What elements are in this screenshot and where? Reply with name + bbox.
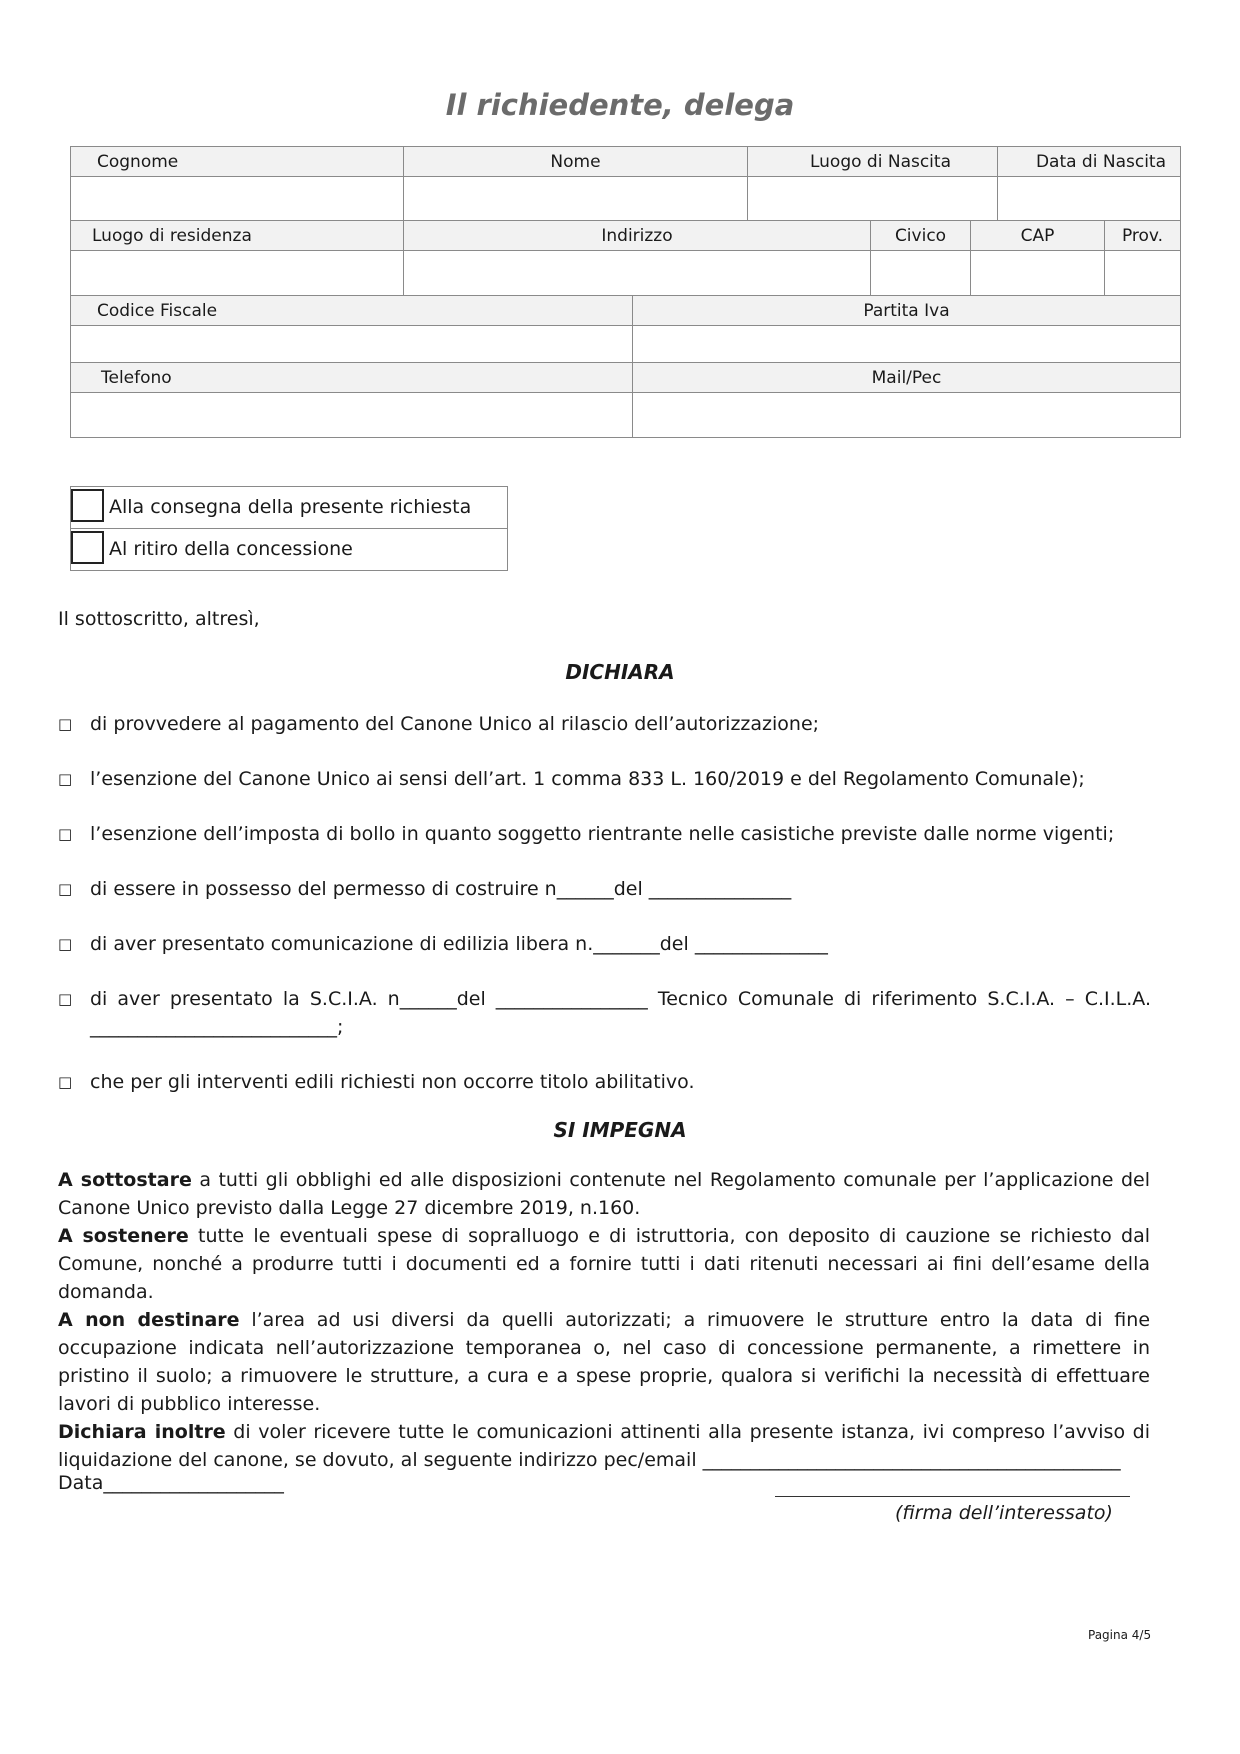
impegna-paragraph [58,1222,1150,1306]
impegna-text: tutte le eventuali spese di sopralluogo e di istruttoria, con deposito di cauzione se richiesto dal Comune, nonché a produrre tutti i documenti ed a fornire tutti i dati ritenuti necessari ai fini dell’esame della domanda. [58,1225,1150,1303]
field-luogo-residenza[interactable] [71,251,404,296]
applicant-table-personal [70,146,1181,222]
impegna-bold-lead: Dichiara inoltre [58,1421,226,1443]
label-telefono: Telefono [71,363,633,393]
option-consegna-label: Alla consegna della presente richiesta [109,496,472,518]
dichiara-item [58,930,1151,958]
delegation-options [70,486,508,571]
page-title: Il richiedente, delega [445,88,795,122]
checkbox-icon[interactable]: □ [58,880,73,898]
dichiara-item-text: di aver presentato la S.C.I.A. n______del ________________ Tecnico Comunale di riferimento S.C.I.A. – C.I.L.A. [90,988,1151,1010]
dichiara-item-text: l’esenzione dell’imposta di bollo in quanto soggetto rientrante nelle casistiche previste dalle norme vigenti; [90,823,1115,845]
label-cognome: Cognome [71,147,404,177]
signature-caption: (firma dell’interessato) [895,1502,1113,1524]
checkbox-icon[interactable]: □ [58,1073,73,1091]
field-partita-iva[interactable] [633,326,1181,363]
intro-text: Il sottoscritto, altresì, [58,608,260,630]
impegna-paragraph [58,1418,1150,1474]
label-codice-fiscale: Codice Fiscale [71,296,633,326]
field-civico[interactable] [871,251,971,296]
label-nome: Nome [404,147,748,177]
dichiara-item [58,875,1151,903]
field-telefono[interactable] [71,393,633,438]
label-partita-iva: Partita Iva [633,296,1181,326]
checkbox-icon[interactable]: □ [58,990,73,1008]
impegna-text: a tutti gli obblighi ed alle disposizioni contenute nel Regolamento comunale per l’applicazione del Canone Unico previsto dalla Legge 27 dicembre 2019, n.160. [58,1169,1150,1219]
field-cap[interactable] [971,251,1105,296]
page-number: Pagina 4/5 [1088,1628,1152,1642]
dichiara-item-text: l’esenzione del Canone Unico ai sensi dell’art. 1 comma 833 L. 160/2019 e del Regolamento Comunale); [90,768,1085,790]
label-data-nascita: Data di Nascita [998,147,1181,177]
impegna-bold-lead: A sostenere [58,1225,189,1247]
field-nome[interactable] [404,177,748,222]
applicant-table-residence [70,220,1181,296]
impegna-bold-lead: A non destinare [58,1309,240,1331]
checkbox-icon[interactable]: □ [58,770,73,788]
checkbox-icon[interactable]: □ [58,935,73,953]
label-luogo-nascita: Luogo di Nascita [748,147,998,177]
dichiara-item-text: di essere in possesso del permesso di costruire n______del _______________ [90,878,792,900]
dichiara-item-text: di provvedere al pagamento del Canone Unico al rilascio dell’autorizzazione; [90,713,820,735]
checkbox-ritiro[interactable] [71,531,104,564]
impegna-text: l’area ad usi diversi da quelli autorizzati; a rimuovere le strutture entro la data di fine occupazione indicata nell’autorizzazione temporanea o, nel caso di concessione permanente, a rimettere in pristino il suolo; a rimuovere le strutture, a cura e a spese proprie, qualora si verifichi la necessità di effettuare lavori di pubblico interesse. [58,1309,1151,1415]
label-indirizzo: Indirizzo [404,221,871,251]
dichiara-item [58,1068,1151,1096]
checkbox-consegna[interactable] [71,489,104,522]
impegna-paragraphs [58,1166,1150,1474]
field-cognome[interactable] [71,177,404,222]
field-codice-fiscale[interactable] [71,326,633,363]
impegna-bold-lead: A sottostare [58,1169,192,1191]
applicant-table-contacts [70,295,1181,438]
dichiara-item [58,985,1151,1041]
label-prov: Prov. [1105,221,1181,251]
field-prov[interactable] [1105,251,1181,296]
dichiara-item-text-continued: __________________________; [90,1016,344,1038]
label-civico: Civico [871,221,971,251]
impegna-paragraph [58,1166,1150,1222]
checkbox-icon[interactable]: □ [58,715,73,733]
dichiara-item [58,820,1151,848]
dichiara-item [58,765,1151,793]
label-luogo-residenza: Luogo di residenza [71,221,404,251]
checkbox-icon[interactable]: □ [58,825,73,843]
date-field[interactable]: Data___________________ [58,1472,284,1494]
impegna-paragraph [58,1306,1150,1418]
dichiara-item-text: che per gli interventi edili richiesti non occorre titolo abilitativo. [90,1071,695,1093]
label-mail-pec: Mail/Pec [633,363,1181,393]
field-indirizzo[interactable] [404,251,871,296]
field-data-nascita[interactable] [998,177,1181,222]
dichiara-heading: DICHIARA [565,660,675,684]
dichiara-item-text: di aver presentato comunicazione di edilizia libera n._______del ______________ [90,933,828,955]
signature-line[interactable] [775,1496,1130,1497]
label-cap: CAP [971,221,1105,251]
field-mail-pec[interactable] [633,393,1181,438]
field-luogo-nascita[interactable] [748,177,998,222]
impegna-text: di voler ricevere tutte le comunicazioni attinenti alla presente istanza, ivi compreso l’avviso di liquidazione del canone, se dovuto, al seguente indirizzo pec/email ____________________________________________ [58,1421,1150,1471]
dichiara-item [58,710,1151,738]
impegna-heading: SI IMPEGNA [553,1118,687,1142]
option-consegna [71,487,507,528]
option-ritiro [71,528,507,570]
option-ritiro-label: Al ritiro della concessione [109,538,353,560]
